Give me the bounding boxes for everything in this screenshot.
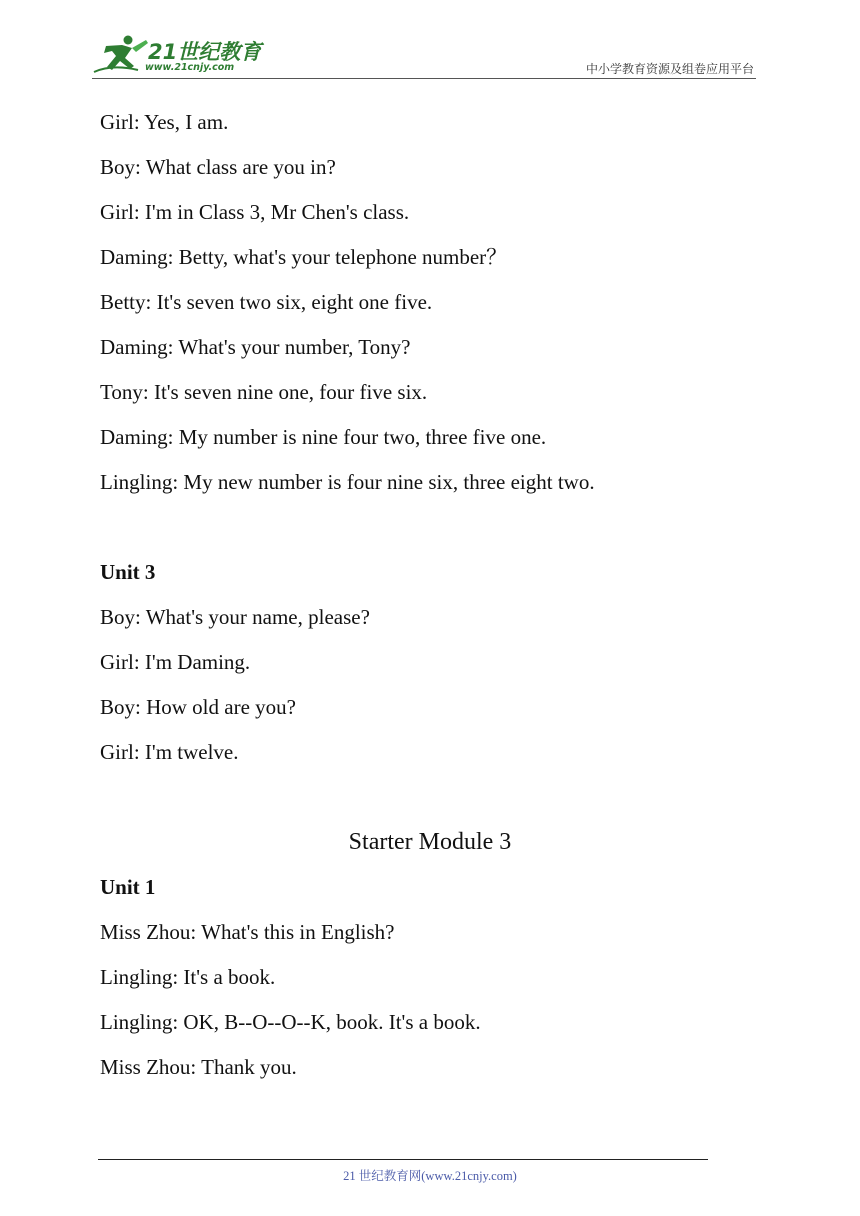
dialogue-line: Lingling: OK, B--O--O--K, book. It's a book. (100, 1010, 481, 1034)
dialogue-line: Lingling: My new number is four nine six, three eight two. (100, 470, 595, 494)
dialogue-line: Girl: I'm in Class 3, Mr Chen's class. (100, 200, 410, 224)
dialogue-line: Girl: I'm Daming. (100, 650, 251, 674)
runner-logo-icon (92, 34, 152, 76)
dialogue-line: Girl: I'm twelve. (100, 740, 239, 764)
logo (92, 34, 262, 76)
dialogue-line: Daming: What's your number, Tony? (100, 335, 411, 359)
unit-heading: Unit 1 (100, 875, 156, 899)
dialogue-line: Miss Zhou: What's this in English? (100, 920, 395, 944)
dialogue-line: Boy: What class are you in? (100, 155, 336, 179)
dialogue-line: Miss Zhou: Thank you. (100, 1055, 297, 1079)
unit-heading: Unit 3 (100, 560, 156, 584)
logo-text: 21世纪教育 (148, 40, 262, 64)
footer-divider (98, 1159, 708, 1160)
dialogue-line: Lingling: It's a book. (100, 965, 276, 989)
dialogue-line: Boy: How old are you? (100, 695, 296, 719)
footer-text: 21 世纪教育网(www.21cnjy.com) (343, 1169, 517, 1183)
dialogue-line: Boy: What's your name, please? (100, 605, 370, 629)
dialogue-line: Betty: It's seven two six, eight one five. (100, 290, 433, 314)
dialogue-line: Girl: Yes, I am. (100, 110, 229, 134)
dialogue-line: Daming: My number is nine four two, three five one. (100, 425, 547, 449)
page-header (92, 30, 756, 79)
dialogue-line: Tony: It's seven nine one, four five six. (100, 380, 428, 404)
dialogue-line: Daming: Betty, what's your telephone number？ (100, 245, 508, 269)
logo-url: www.21cnjy.com (145, 62, 235, 73)
platform-name: 中小学教育资源及组卷应用平台 (585, 62, 754, 76)
module-title: Starter Module 3 (348, 829, 512, 855)
